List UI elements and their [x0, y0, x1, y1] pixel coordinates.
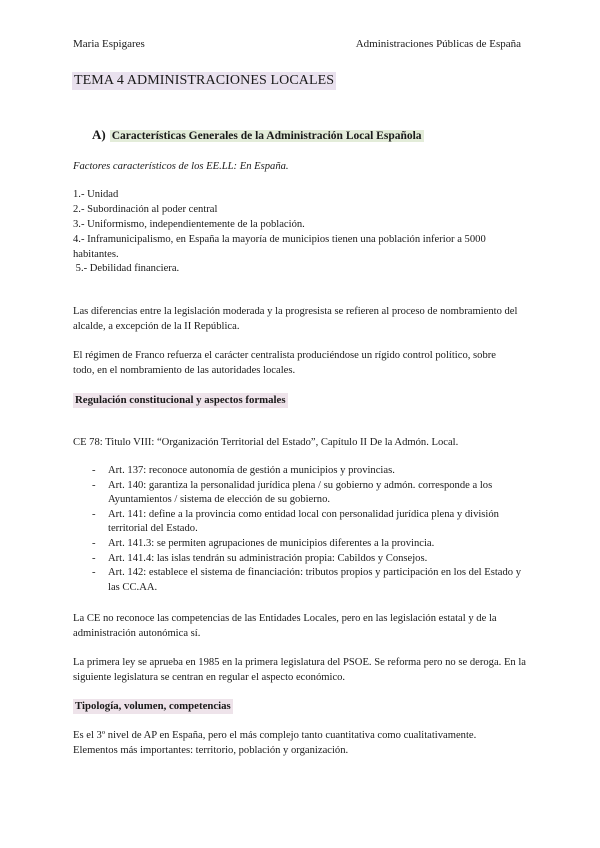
factor-item: 3.- Uniformismo, independientemente de la población. — [73, 219, 305, 230]
section-a-label: A) — [92, 127, 106, 142]
paragraph: El régimen de Franco refuerza el carácter centralista produciéndose un rígido control político, sobre todo, en el nombramiento de las autoridades locales. — [73, 350, 496, 376]
factor-item: 2.- Subordinación al poder central — [73, 204, 218, 215]
list-item: - Art. 141: define a la provincia como entidad local con personalidad jurídica plena y división territorial del Estado. — [92, 508, 499, 535]
ce-reference: CE 78: Titulo VIII: “Organización Territorial del Estado”, Capítulo II De la Admón. Local. — [73, 437, 459, 448]
paragraph: Las diferencias entre la legislación moderada y la progresista se refieren al proceso de nombramiento del alcalde, a excepción de la II República. — [73, 306, 518, 332]
factor-item: 5.- Debilidad financiera. — [73, 263, 180, 274]
paragraph: La CE no reconoce las competencias de las Entidades Locales, pero en las legislación estatal y de la administración autonómica sí. — [73, 613, 497, 639]
list-item: - Art. 140: garantiza la personalidad jurídica plena / su gobierno y admón. corresponde a los Ayuntamientos / sistema de elección de su gobierno. — [92, 479, 493, 506]
list-item: - Art. 141.4: las islas tendrán su administración propia: Cabildos y Consejos. — [92, 552, 428, 564]
subheading-regulacion: Regulación constitucional y aspectos formales — [75, 394, 286, 406]
paragraph: La primera ley se aprueba en 1985 en la primera legislatura del PSOE. Se reforma pero no se deroga. En la siguiente legislatura se centran en regular el aspecto económico. — [73, 657, 527, 683]
list-item: - Art. 137: reconoce autonomía de gestión a municipios y provincias. — [92, 465, 395, 476]
list-item: - Art. 142: establece el sistema de financiación: tributos propios y participación en los del Estado y las CC.AA. — [92, 567, 522, 593]
section-a-heading — [92, 127, 424, 144]
header-course: Administraciones Públicas de España — [355, 38, 521, 50]
factors-intro: Factores característicos de los EE.LL: En España. — [73, 161, 289, 172]
subheading-tipologia: Tipología, volumen, competencias — [75, 700, 231, 712]
header-author: Maria Espigares — [73, 38, 145, 50]
paragraph: Es el 3º nivel de AP en España, pero el más complejo tanto cuantitativa como cualitativamente. Elementos más importantes: territorio, población y organización. — [73, 730, 477, 756]
section-a-title: Características Generales de la Administración Local Española — [111, 130, 422, 142]
list-item: - Art. 141.3: se permiten agrupaciones de municipios diferentes a la provincia. — [92, 537, 435, 549]
factor-item: 4.- Inframunicipalismo, en España la mayoría de municipios tienen una población inferior a 5000 habitantes. — [73, 234, 486, 260]
factor-item: 1.- Unidad — [73, 189, 119, 200]
page-title: TEMA 4 ADMINISTRACIONES LOCALES — [74, 73, 335, 88]
articles-list — [92, 464, 522, 595]
